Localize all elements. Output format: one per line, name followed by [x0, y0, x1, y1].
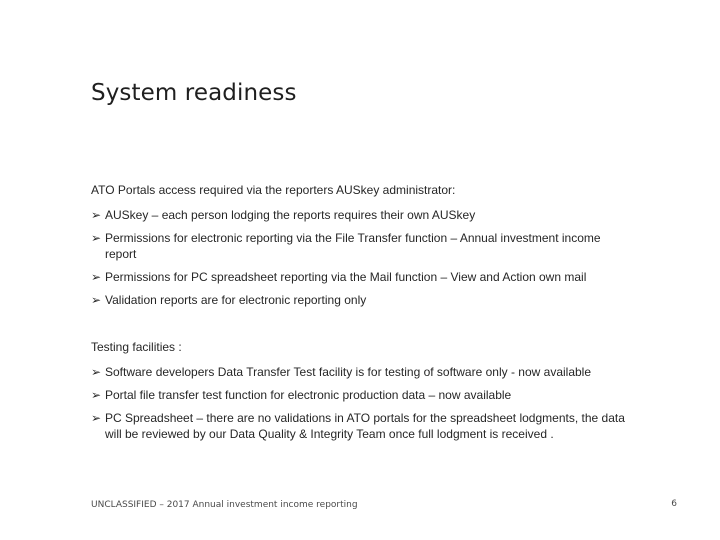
arrow-bullet-icon: ➢ — [91, 270, 102, 284]
section-intro: Testing facilities : — [91, 340, 182, 354]
bullet-text: Validation reports are for electronic reporting only — [105, 293, 367, 307]
bullet-text: Permissions for electronic reporting via the File Transfer function – Annual investment income report — [105, 231, 601, 261]
arrow-bullet-icon: ➢ — [91, 388, 102, 402]
bullet-text: PC Spreadsheet – there are no validations in ATO portals for the spreadsheet lodgments, the data will be reviewed by our Data Quality & Integrity Team once full lodgment is received . — [105, 411, 625, 441]
arrow-bullet-icon: ➢ — [91, 411, 102, 425]
portals-access-section — [91, 182, 631, 315]
arrow-bullet-icon: ➢ — [91, 293, 102, 307]
footer-classification: UNCLASSIFIED – 2017 Annual investment income reporting — [91, 500, 358, 510]
bullet-text: Permissions for PC spreadsheet reporting via the Mail function – View and Action own mail — [105, 270, 587, 284]
bullet-list — [91, 364, 631, 442]
arrow-bullet-icon: ➢ — [91, 208, 102, 222]
section-intro: ATO Portals access required via the reporters AUSkey administrator: — [91, 183, 456, 197]
bullet-text: Software developers Data Transfer Test facility is for testing of software only - now available — [105, 365, 592, 379]
bullet-text: AUSkey – each person lodging the reports requires their own AUSkey — [105, 208, 476, 222]
bullet-text: Portal file transfer test function for electronic production data – now available — [105, 388, 512, 402]
page-number: 6 — [671, 499, 677, 509]
bullet-item — [91, 269, 631, 285]
arrow-bullet-icon: ➢ — [91, 231, 102, 245]
slide-title: System readiness — [91, 80, 297, 106]
bullet-item — [91, 387, 631, 403]
bullet-item — [91, 410, 631, 442]
bullet-item — [91, 292, 631, 308]
testing-facilities-section — [91, 339, 631, 449]
bullet-item — [91, 364, 631, 380]
arrow-bullet-icon: ➢ — [91, 365, 102, 379]
bullet-list — [91, 207, 631, 308]
bullet-item — [91, 207, 631, 223]
bullet-item — [91, 230, 631, 262]
